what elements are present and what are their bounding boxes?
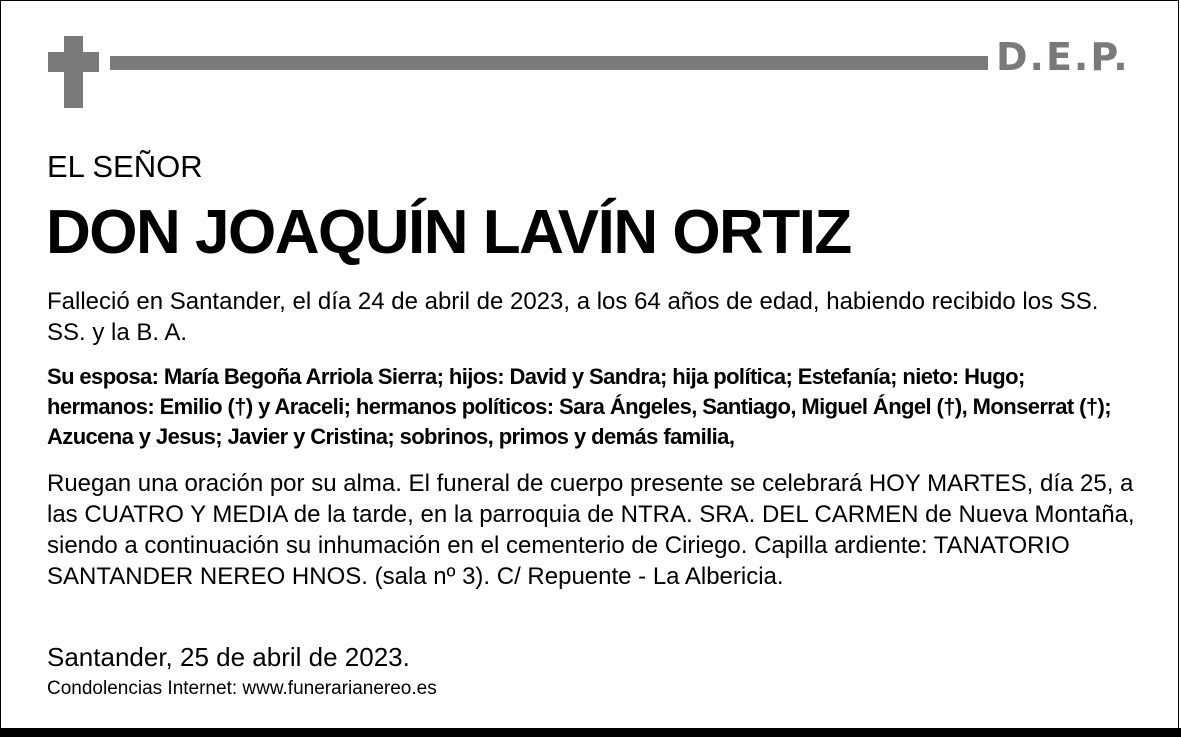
- deceased-name: DON JOAQUÍN LAVÍN ORTIZ: [46, 198, 851, 267]
- bottom-border: [0, 728, 1181, 737]
- header-rule: [110, 56, 988, 70]
- cross-icon-arm: [48, 52, 99, 72]
- dep-label: D.E.P.: [996, 35, 1130, 79]
- signoff-date: Santander, 25 de abril de 2023.: [47, 642, 410, 672]
- condolences-line: Condolencias Internet: www.funerarianereo.es: [47, 678, 437, 699]
- death-paragraph: Falleció en Santander, el día 24 de abril de 2023, a los 64 años de edad, habiendo recibido los SS. SS. y la B. A.: [47, 288, 1099, 346]
- service-paragraph: Ruegan una oración por su alma. El funeral de cuerpo presente se celebrará HOY MARTES, día 25, a las CUATRO Y MEDIA de la tarde, en la parroquia de NTRA. SRA. DEL CARMEN de Nueva Montaña, siendo a continuación su inhumación en el cementerio de Ciriego. Capilla ardiente: TANATORIO SANTANDER NEREO HNOS. (sala nº 3). C/ Repuente - La Albericia.: [47, 470, 1135, 590]
- honorific: EL SEÑOR: [47, 149, 203, 184]
- cross-icon: [64, 36, 83, 108]
- family-paragraph: Su esposa: María Begoña Arriola Sierra; hijos: David y Sandra; hija política; Estefanía; nieto: Hugo; hermanos: Emilio (†) y Araceli; hermanos políticos: Sara Ángeles, Santiago, Miguel Ángel (†), Monserrat (†); Azucena y Jesus; Javier y Cristina; sobrinos, primos y demás familia,: [47, 364, 1111, 449]
